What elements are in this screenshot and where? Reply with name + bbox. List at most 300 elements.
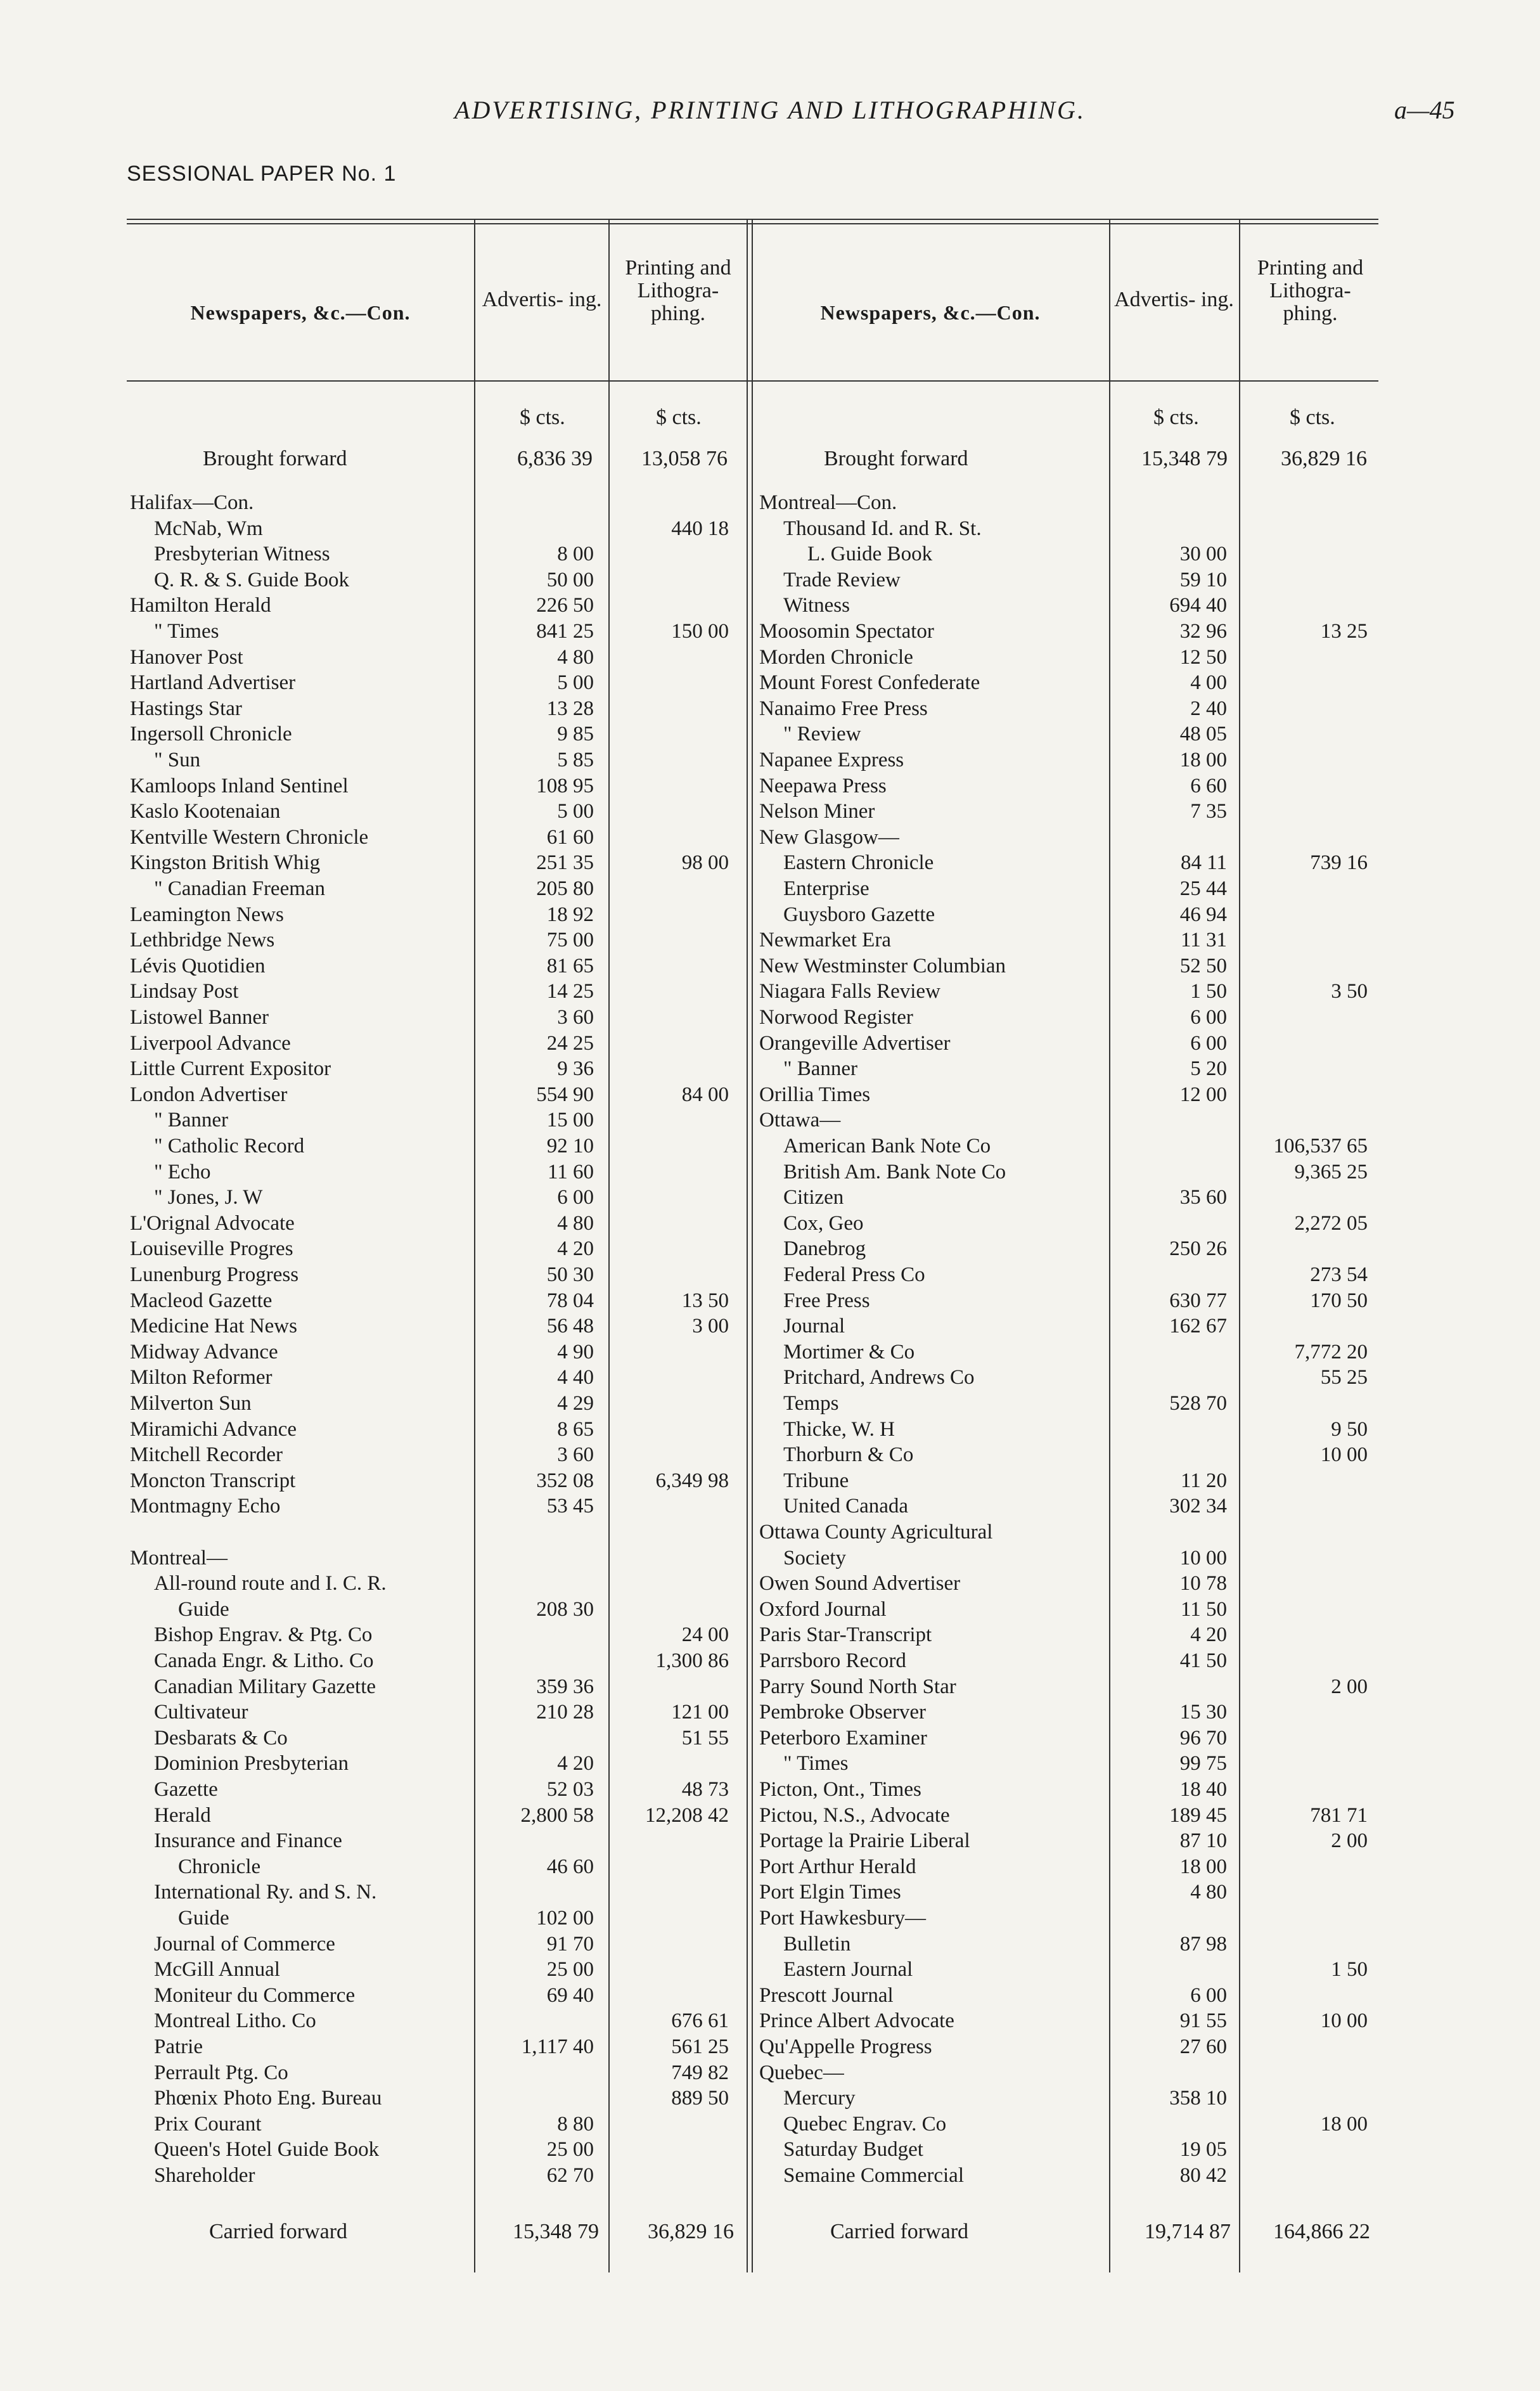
table-row bbox=[759, 1521, 1377, 1544]
row-name: Quebec— bbox=[759, 2061, 844, 2084]
row-printing-value: 98 00 bbox=[681, 851, 729, 875]
row-printing-value: 739 16 bbox=[1310, 851, 1368, 875]
table-row bbox=[130, 1186, 738, 1209]
row-printing-value: 24 00 bbox=[681, 1623, 729, 1647]
row-advertising-value: 46 94 bbox=[1179, 903, 1227, 926]
row-name: Journal of Commerce bbox=[154, 1932, 335, 1956]
row-printing-value: 3 00 bbox=[692, 1315, 729, 1338]
row-name: Lunenburg Progress bbox=[130, 1263, 299, 1286]
table-row bbox=[130, 1804, 738, 1827]
row-advertising-value: 3 60 bbox=[557, 1443, 594, 1467]
table-row bbox=[130, 1341, 738, 1364]
table-row bbox=[759, 1881, 1377, 1904]
row-name: Insurance and Finance bbox=[154, 1829, 342, 1853]
row-advertising-value: 41 50 bbox=[1179, 1649, 1227, 1672]
table-row bbox=[759, 1547, 1377, 1570]
row-advertising-value: 14 25 bbox=[546, 980, 594, 1003]
row-printing-value: 12,208 42 bbox=[645, 1803, 729, 1827]
row-printing-value: 9,365 25 bbox=[1294, 1160, 1368, 1183]
row-advertising-value: 4 29 bbox=[557, 1392, 594, 1415]
table-row bbox=[759, 671, 1377, 695]
row-name: Mount Forest Confederate bbox=[759, 671, 980, 695]
row-advertising-value: 554 90 bbox=[536, 1083, 594, 1106]
row-name: " Canadian Freeman bbox=[154, 877, 326, 900]
row-name: Danebrog bbox=[783, 1237, 866, 1261]
row-advertising-value: 30 00 bbox=[1179, 543, 1227, 566]
table-row bbox=[130, 1418, 738, 1441]
row-name: Hanover Post bbox=[130, 645, 243, 669]
row-name: Phœnix Photo Eng. Bureau bbox=[154, 2087, 382, 2110]
table-row bbox=[759, 1495, 1377, 1518]
table-row bbox=[130, 1933, 738, 1956]
row-advertising-value: 87 10 bbox=[1179, 1829, 1227, 1853]
row-name: Montreal— bbox=[130, 1546, 228, 1569]
table-row bbox=[759, 2138, 1377, 2162]
row-name: Presbyterian Witness bbox=[154, 543, 330, 566]
row-advertising-value: 11 50 bbox=[1180, 1597, 1227, 1621]
table-row bbox=[759, 491, 1377, 515]
row-advertising-value: 2,800 58 bbox=[520, 1803, 594, 1827]
table-row bbox=[130, 800, 738, 823]
row-name: Semaine Commercial bbox=[783, 2164, 964, 2187]
row-printing-value: 18 00 bbox=[1320, 2112, 1368, 2136]
row-advertising-value: 53 45 bbox=[546, 1495, 594, 1518]
row-name: Q. R. & S. Guide Book bbox=[154, 568, 350, 591]
table-row bbox=[759, 1392, 1377, 1415]
row-name: Guide bbox=[178, 1597, 229, 1621]
row-advertising-value: 4 20 bbox=[1190, 1623, 1227, 1647]
table-row bbox=[130, 1237, 738, 1261]
row-advertising-value: 11 60 bbox=[547, 1160, 594, 1183]
row-advertising-value: 358 10 bbox=[1169, 2087, 1227, 2110]
row-name: " Times bbox=[783, 1752, 849, 1776]
table-row bbox=[130, 1289, 738, 1313]
row-advertising-value: 6 00 bbox=[557, 1186, 594, 1209]
row-name: Guysboro Gazette bbox=[783, 903, 935, 926]
row-name: Lethbridge News bbox=[130, 929, 275, 952]
row-advertising-value: 4 00 bbox=[1190, 671, 1227, 695]
row-name: Kaslo Kootenaian bbox=[130, 800, 281, 823]
row-advertising-value: 8 00 bbox=[557, 543, 594, 566]
row-printing-value: 781 71 bbox=[1310, 1803, 1368, 1827]
row-name: Cultivateur bbox=[154, 1701, 248, 1724]
row-name: Lévis Quotidien bbox=[130, 954, 266, 977]
left-name-header: Newspapers, &c.—Con. bbox=[190, 301, 411, 324]
row-name: Eastern Journal bbox=[783, 1958, 913, 1982]
row-advertising-value: 52 03 bbox=[546, 1778, 594, 1801]
row-name: Mortimer & Co bbox=[783, 1340, 915, 1363]
row-advertising-value: 205 80 bbox=[536, 877, 594, 900]
table-row bbox=[759, 1623, 1377, 1647]
row-advertising-value: 24 25 bbox=[546, 1031, 594, 1055]
row-name: Eastern Chronicle bbox=[783, 851, 934, 875]
right-brought-forward-ptg: 36,829 16 bbox=[1281, 447, 1367, 470]
row-name: New Westminster Columbian bbox=[759, 954, 1006, 977]
row-advertising-value: 8 65 bbox=[557, 1417, 594, 1441]
table-row bbox=[759, 1032, 1377, 1055]
table-row bbox=[130, 1958, 738, 1982]
row-name: Society bbox=[783, 1546, 846, 1569]
table-row bbox=[759, 646, 1377, 669]
row-advertising-value: 84 11 bbox=[1180, 851, 1227, 875]
table-row bbox=[130, 1547, 738, 1570]
table-row bbox=[759, 1057, 1377, 1081]
table-row bbox=[130, 1315, 738, 1338]
table-row bbox=[759, 543, 1377, 566]
row-name: Saturday Budget bbox=[783, 2138, 923, 2162]
row-name: Kamloops Inland Sentinel bbox=[130, 774, 349, 797]
table-row bbox=[130, 1469, 738, 1493]
row-advertising-value: 302 34 bbox=[1169, 1495, 1227, 1518]
table-row bbox=[759, 2164, 1377, 2188]
right-brought-forward-adv: 15,348 79 bbox=[1141, 447, 1228, 470]
table-row bbox=[130, 1649, 738, 1673]
row-printing-value: 9 50 bbox=[1331, 1417, 1368, 1441]
running-title: ADVERTISING, PRINTING AND LITHOGRAPHING. bbox=[454, 96, 1086, 124]
row-advertising-value: 75 00 bbox=[546, 929, 594, 952]
table-row bbox=[759, 903, 1377, 927]
left-adv-header: Advertis- ing. bbox=[482, 288, 602, 311]
right-ptg-units: $ cts. bbox=[1290, 406, 1335, 429]
table-row bbox=[130, 826, 738, 849]
right-brought-forward-label: Brought forward bbox=[824, 447, 968, 470]
row-printing-value: 48 73 bbox=[681, 1778, 729, 1801]
row-advertising-value: 2 40 bbox=[1190, 697, 1227, 720]
row-advertising-value: 251 35 bbox=[536, 851, 594, 875]
table-row bbox=[130, 1778, 738, 1801]
row-name: Citizen bbox=[783, 1186, 844, 1209]
row-advertising-value: 10 78 bbox=[1179, 1572, 1227, 1595]
table-row bbox=[130, 1161, 738, 1184]
table-row bbox=[130, 594, 738, 617]
row-name: Prescott Journal bbox=[759, 1983, 894, 2007]
table-row bbox=[759, 775, 1377, 798]
row-advertising-value: 250 26 bbox=[1169, 1237, 1227, 1261]
row-name: New Glasgow— bbox=[759, 825, 899, 849]
row-name: Nanaimo Free Press bbox=[759, 697, 928, 720]
row-name: Neepawa Press bbox=[759, 774, 887, 797]
row-name: Moosomin Spectator bbox=[759, 620, 934, 643]
table-row bbox=[130, 1443, 738, 1467]
table-row bbox=[759, 1958, 1377, 1982]
table-row bbox=[759, 1237, 1377, 1261]
row-advertising-value: 4 20 bbox=[557, 1752, 594, 1776]
table-row bbox=[130, 1109, 738, 1132]
row-name: Halifax—Con. bbox=[130, 491, 254, 514]
table-row bbox=[130, 2061, 738, 2085]
table-row bbox=[130, 2087, 738, 2110]
row-printing-value: 1 50 bbox=[1331, 1958, 1368, 1982]
row-name: Gazette bbox=[154, 1778, 218, 1801]
row-printing-value: 6,349 98 bbox=[655, 1469, 729, 1492]
row-name: Oxford Journal bbox=[759, 1597, 887, 1621]
right-carried-forward-label: Carried forward bbox=[830, 2220, 969, 2243]
row-name: Ingersoll Chronicle bbox=[130, 723, 292, 746]
row-name: Journal bbox=[783, 1315, 845, 1338]
table-row bbox=[130, 749, 738, 772]
row-printing-value: 10 00 bbox=[1320, 1443, 1368, 1467]
table-row bbox=[759, 2009, 1377, 2033]
row-name: Kingston British Whig bbox=[130, 851, 321, 875]
row-name: Kentville Western Chronicle bbox=[130, 825, 369, 849]
table-row bbox=[130, 1521, 738, 1544]
table-row bbox=[130, 569, 738, 592]
row-printing-value: 150 00 bbox=[671, 620, 729, 643]
table-row bbox=[759, 1006, 1377, 1029]
row-advertising-value: 4 80 bbox=[557, 1211, 594, 1235]
page-number: a—45 bbox=[1394, 96, 1455, 124]
table-row bbox=[759, 2087, 1377, 2110]
row-name: Ottawa— bbox=[759, 1109, 841, 1132]
row-name: Pritchard, Andrews Co bbox=[783, 1366, 975, 1389]
table-row bbox=[759, 2113, 1377, 2136]
row-name: Prince Albert Advocate bbox=[759, 2009, 954, 2033]
table-row bbox=[130, 1135, 738, 1158]
table-row bbox=[130, 1675, 738, 1699]
table-row bbox=[130, 1366, 738, 1389]
center-divider-2 bbox=[752, 219, 753, 2272]
row-name: Montmagny Echo bbox=[130, 1495, 281, 1518]
row-advertising-value: 352 08 bbox=[536, 1469, 594, 1492]
row-advertising-value: 5 85 bbox=[557, 749, 594, 771]
row-advertising-value: 1,117 40 bbox=[521, 2035, 594, 2058]
left-carried-forward-adv: 15,348 79 bbox=[513, 2220, 599, 2243]
table-row bbox=[759, 723, 1377, 746]
row-name: Milton Reformer bbox=[130, 1366, 273, 1389]
row-advertising-value: 10 00 bbox=[1179, 1546, 1227, 1569]
table-row bbox=[130, 877, 738, 901]
table-row bbox=[130, 775, 738, 798]
table-row bbox=[759, 1366, 1377, 1389]
row-advertising-value: 5 00 bbox=[557, 671, 594, 695]
table-row bbox=[759, 929, 1377, 952]
row-name: " Echo bbox=[154, 1160, 211, 1183]
sessional-paper-label: SESSIONAL PAPER No. 1 bbox=[127, 162, 397, 186]
table-row bbox=[759, 1829, 1377, 1853]
left-ptg-units: $ cts. bbox=[656, 406, 702, 429]
row-advertising-value: 18 40 bbox=[1179, 1778, 1227, 1801]
table-row bbox=[130, 1032, 738, 1055]
row-advertising-value: 25 44 bbox=[1179, 877, 1227, 900]
row-name: Tribune bbox=[783, 1469, 849, 1492]
row-name: Shareholder bbox=[154, 2164, 255, 2187]
row-name: United Canada bbox=[783, 1495, 909, 1518]
table-row bbox=[759, 1341, 1377, 1364]
row-name: Napanee Express bbox=[759, 749, 904, 771]
row-name: Port Hawkesbury— bbox=[759, 1907, 927, 1930]
row-advertising-value: 92 10 bbox=[546, 1135, 594, 1157]
table-row bbox=[759, 2061, 1377, 2085]
table-row bbox=[130, 620, 738, 643]
row-name: Mitchell Recorder bbox=[130, 1443, 283, 1467]
table-row bbox=[759, 2035, 1377, 2059]
table-row bbox=[130, 2138, 738, 2162]
table-row bbox=[759, 1572, 1377, 1595]
row-name: Trade Review bbox=[783, 568, 901, 591]
row-printing-value: 440 18 bbox=[671, 517, 729, 540]
row-name: Thorburn & Co bbox=[783, 1443, 914, 1467]
row-name: Miramichi Advance bbox=[130, 1417, 297, 1441]
row-advertising-value: 6 00 bbox=[1190, 1006, 1227, 1029]
table-row bbox=[130, 1881, 738, 1904]
row-name: Moniteur du Commerce bbox=[154, 1983, 356, 2007]
row-name: Louiseville Progres bbox=[130, 1237, 293, 1261]
row-name: Guide bbox=[178, 1907, 229, 1930]
row-advertising-value: 4 80 bbox=[1190, 1881, 1227, 1904]
row-printing-value: 676 61 bbox=[671, 2009, 729, 2033]
table-row bbox=[759, 1212, 1377, 1235]
table-row bbox=[759, 749, 1377, 772]
table-row bbox=[130, 1752, 738, 1776]
row-advertising-value: 4 90 bbox=[557, 1340, 594, 1363]
table-row bbox=[130, 929, 738, 952]
row-name: Prix Courant bbox=[154, 2112, 262, 2136]
row-name: Morden Chronicle bbox=[759, 645, 913, 669]
row-name: Dominion Presbyterian bbox=[154, 1752, 349, 1776]
row-name: Federal Press Co bbox=[783, 1263, 925, 1286]
table-row bbox=[130, 1984, 738, 2008]
row-advertising-value: 208 30 bbox=[536, 1597, 594, 1621]
row-advertising-value: 35 60 bbox=[1179, 1186, 1227, 1209]
row-advertising-value: 99 75 bbox=[1179, 1752, 1227, 1776]
right-ptg-header: Printing and Lithogra- phing. bbox=[1257, 256, 1364, 325]
table-row bbox=[130, 671, 738, 695]
row-name: Hartland Advertiser bbox=[130, 671, 296, 695]
row-advertising-value: 80 42 bbox=[1179, 2164, 1227, 2187]
row-advertising-value: 4 80 bbox=[557, 645, 594, 669]
table-row bbox=[759, 569, 1377, 592]
table-row bbox=[759, 1675, 1377, 1699]
table-row bbox=[759, 1984, 1377, 2008]
row-name: McGill Annual bbox=[154, 1958, 280, 1982]
row-name: Paris Star-Transcript bbox=[759, 1623, 932, 1647]
row-name: Montreal—Con. bbox=[759, 491, 897, 514]
row-printing-value: 561 25 bbox=[671, 2035, 729, 2058]
row-advertising-value: 528 70 bbox=[1169, 1392, 1227, 1415]
row-advertising-value: 46 60 bbox=[546, 1855, 594, 1878]
table-row bbox=[759, 1469, 1377, 1493]
row-name: Port Elgin Times bbox=[759, 1881, 901, 1904]
row-printing-value: 273 54 bbox=[1310, 1263, 1368, 1286]
row-name: London Advertiser bbox=[130, 1083, 288, 1106]
row-name: L. Guide Book bbox=[807, 543, 933, 566]
row-name: Mercury bbox=[783, 2087, 856, 2110]
row-advertising-value: 841 25 bbox=[536, 620, 594, 643]
row-advertising-value: 15 30 bbox=[1179, 1701, 1227, 1724]
row-advertising-value: 61 60 bbox=[546, 825, 594, 849]
table-row bbox=[130, 1598, 738, 1621]
row-name: Qu'Appelle Progress bbox=[759, 2035, 932, 2058]
row-name: Chronicle bbox=[178, 1855, 261, 1878]
row-advertising-value: 96 70 bbox=[1179, 1726, 1227, 1750]
right-name-header: Newspapers, &c.—Con. bbox=[820, 301, 1041, 324]
row-name: Leamington News bbox=[130, 903, 284, 926]
table-row bbox=[759, 1701, 1377, 1724]
table-row bbox=[759, 1186, 1377, 1209]
table-row bbox=[759, 1443, 1377, 1467]
table-row bbox=[130, 851, 738, 875]
table-row bbox=[130, 517, 738, 541]
row-printing-value: 7,772 20 bbox=[1294, 1340, 1368, 1363]
row-name: Montreal Litho. Co bbox=[154, 2009, 316, 2033]
right-carried-forward-adv: 19,714 87 bbox=[1145, 2220, 1231, 2243]
row-name: Canada Engr. & Litho. Co bbox=[154, 1649, 374, 1672]
table-row bbox=[130, 646, 738, 669]
row-name: Hastings Star bbox=[130, 697, 242, 720]
table-row bbox=[759, 1727, 1377, 1750]
row-printing-value: 170 50 bbox=[1310, 1289, 1368, 1312]
row-advertising-value: 25 00 bbox=[546, 1958, 594, 1982]
row-advertising-value: 1 50 bbox=[1190, 980, 1227, 1003]
table-row bbox=[759, 1752, 1377, 1776]
table-row bbox=[130, 2009, 738, 2033]
row-name: Medicine Hat News bbox=[130, 1315, 297, 1338]
row-name: Free Press bbox=[783, 1289, 870, 1312]
row-name: L'Orignal Advocate bbox=[130, 1211, 295, 1235]
table-row bbox=[130, 1907, 738, 1930]
table-row bbox=[759, 1649, 1377, 1673]
row-advertising-value: 8 80 bbox=[557, 2112, 594, 2136]
row-printing-value: 2 00 bbox=[1331, 1675, 1368, 1698]
left-brought-forward-label: Brought forward bbox=[203, 447, 347, 470]
row-advertising-value: 11 31 bbox=[1180, 929, 1227, 952]
table-row bbox=[759, 697, 1377, 721]
row-advertising-value: 18 00 bbox=[1179, 1855, 1227, 1878]
table-row bbox=[759, 1933, 1377, 1956]
table-row bbox=[130, 1006, 738, 1029]
table-row bbox=[130, 2035, 738, 2059]
row-name: Bishop Engrav. & Ptg. Co bbox=[154, 1623, 373, 1647]
row-name: Newmarket Era bbox=[759, 929, 891, 952]
row-name: Norwood Register bbox=[759, 1006, 913, 1029]
table-row bbox=[759, 1778, 1377, 1801]
table-row bbox=[130, 543, 738, 566]
row-name: Perrault Ptg. Co bbox=[154, 2061, 288, 2084]
row-name: McNab, Wm bbox=[154, 517, 263, 540]
row-name: American Bank Note Co bbox=[783, 1135, 991, 1157]
left-adv-units: $ cts. bbox=[520, 406, 565, 429]
table-row bbox=[130, 1495, 738, 1518]
table-row bbox=[759, 1418, 1377, 1441]
row-advertising-value: 18 92 bbox=[546, 903, 594, 926]
row-advertising-value: 6 60 bbox=[1190, 774, 1227, 797]
row-advertising-value: 9 36 bbox=[557, 1057, 594, 1081]
row-name: Orangeville Advertiser bbox=[759, 1031, 951, 1055]
row-advertising-value: 108 95 bbox=[536, 774, 594, 797]
table-row bbox=[759, 1315, 1377, 1338]
row-advertising-value: 12 00 bbox=[1179, 1083, 1227, 1106]
row-name: Listowel Banner bbox=[130, 1006, 269, 1029]
row-advertising-value: 18 00 bbox=[1179, 749, 1227, 771]
row-name: Pembroke Observer bbox=[759, 1701, 927, 1724]
row-advertising-value: 226 50 bbox=[536, 594, 594, 617]
left-brought-forward-adv: 6,836 39 bbox=[517, 447, 593, 470]
row-name: Hamilton Herald bbox=[130, 594, 271, 617]
right-adv-units: $ cts. bbox=[1153, 406, 1199, 429]
row-name: Witness bbox=[783, 594, 850, 617]
table-row bbox=[759, 517, 1377, 541]
row-advertising-value: 78 04 bbox=[546, 1289, 594, 1312]
row-printing-value: 13 25 bbox=[1320, 620, 1368, 643]
row-name: Midway Advance bbox=[130, 1340, 278, 1363]
row-name: " Sun bbox=[154, 749, 201, 771]
row-name: Peterboro Examiner bbox=[759, 1726, 927, 1750]
table-row bbox=[759, 1289, 1377, 1313]
table-row bbox=[759, 955, 1377, 978]
row-advertising-value: 102 00 bbox=[536, 1907, 594, 1930]
row-name: " Review bbox=[783, 723, 861, 746]
row-advertising-value: 81 65 bbox=[546, 954, 594, 977]
